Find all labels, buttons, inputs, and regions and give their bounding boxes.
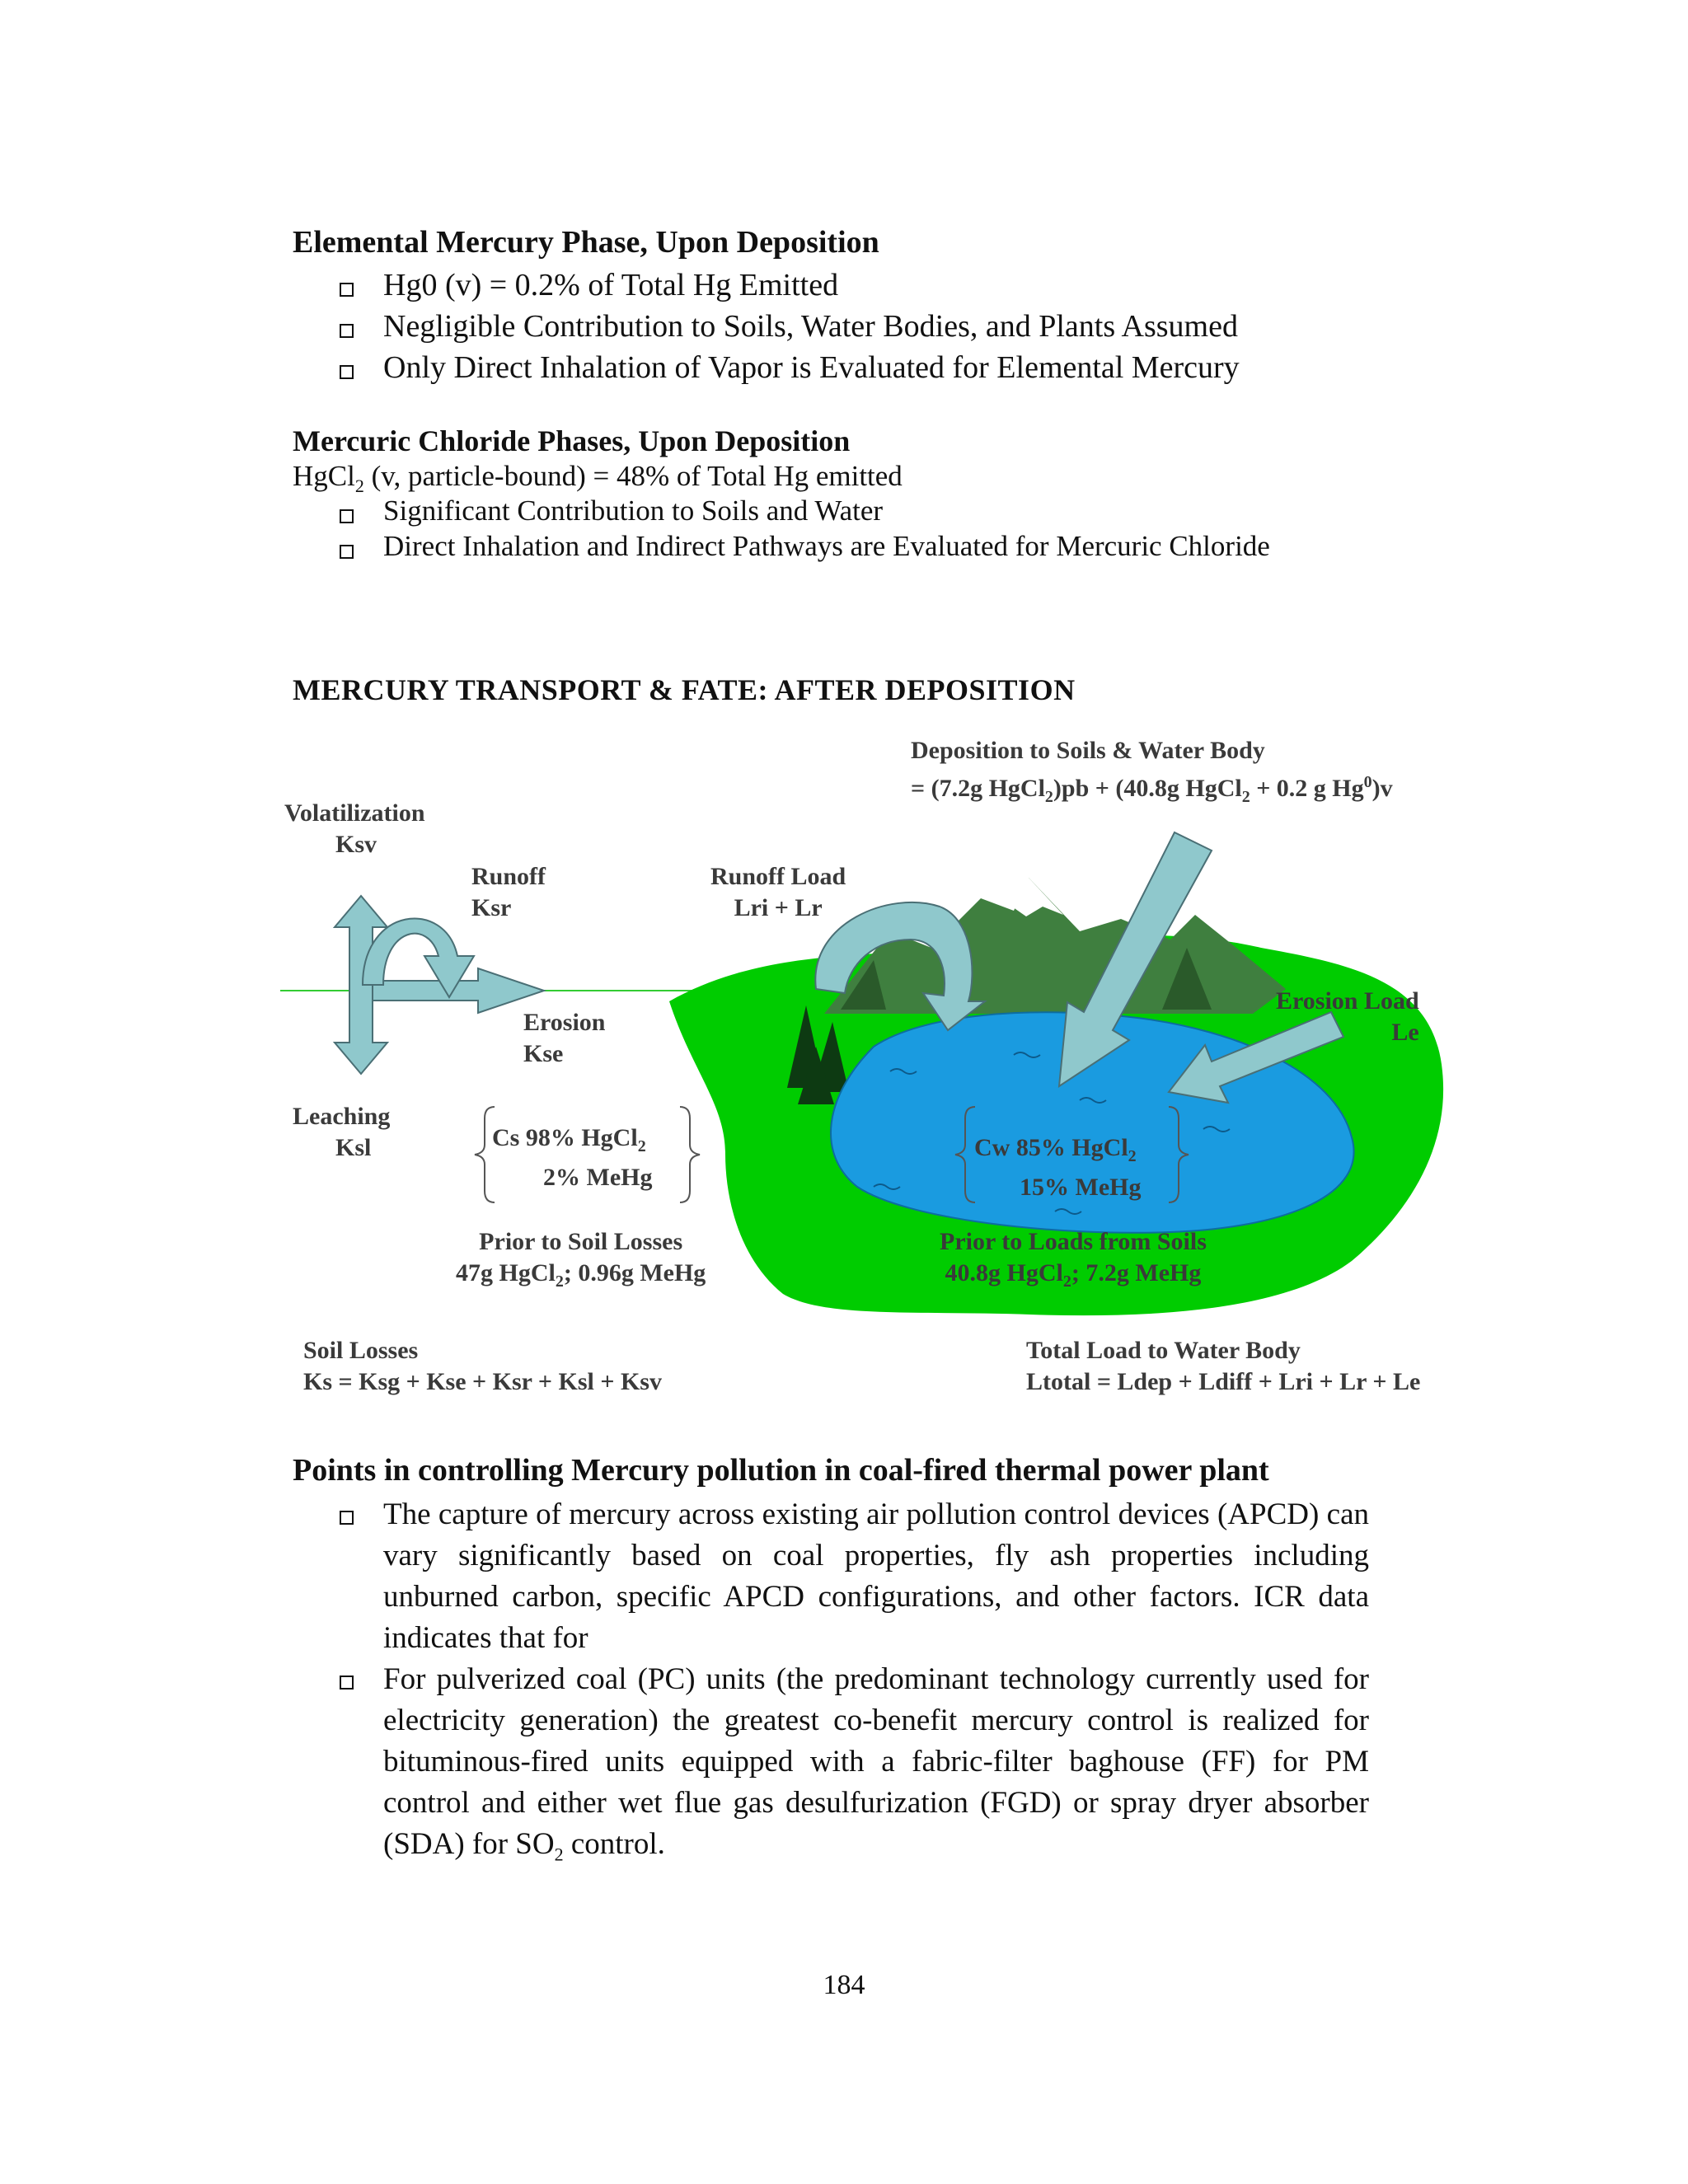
bullet-square-icon bbox=[340, 1675, 354, 1690]
section2-bullet-1: Significant Contribution to Soils and Water bbox=[383, 494, 884, 527]
section-mercuric-subtitle: HgCl$_2$ (v, particle-bound) = 48% of Total Hg emitted bbox=[293, 460, 903, 496]
points-section-title: Points in controlling Mercury pollution in coal-fired thermal power plant bbox=[293, 1453, 1269, 1488]
erosion-load-label: Erosion Load Le bbox=[1276, 987, 1419, 1046]
soil-losses-label: Soil Losses Ks = Ksg + Kse + Ksr + Ksl + Ksv bbox=[303, 1337, 662, 1395]
prior-loads-label: Prior to Loads from Soils 40.8g HgCl$_2$; 7.2g MeHg bbox=[940, 1228, 1207, 1291]
mountain-range bbox=[824, 878, 1286, 1014]
total-load-label: Total Load to Water Body Ltotal = Ldep + Ldiff + Lri + Lr + Le bbox=[1026, 1337, 1421, 1395]
section1-bullet-3: Only Direct Inhalation of Vapor is Evaluated for Elemental Mercury bbox=[383, 350, 1240, 385]
section2-bullet-2: Direct Inhalation and Indirect Pathways are Evaluated for Mercuric Chloride bbox=[383, 530, 1270, 562]
section1-bullet-1: Hg0 (v) = 0.2% of Total Hg Emitted bbox=[383, 268, 839, 302]
bullet-square-icon bbox=[340, 1511, 354, 1525]
page-number: 184 bbox=[823, 1970, 865, 2000]
deposition-label: Deposition to Soils & Water Body = (7.2g HgCl$_2$)pb + (40.8g HgCl$_2$ + 0.2 g Hg$^0$)v bbox=[911, 737, 1393, 806]
leaching-label: Leaching Ksl bbox=[293, 1103, 391, 1161]
cs-concentration-label: Cs 98% HgCl$_2$ 2% MeHg bbox=[492, 1124, 653, 1191]
points-paragraph-2: For pulverized coal (PC) units (the predominant technology currently used for electricity generation) the greatest co-benefit mercury control is realized for bituminous-fired units equipped with a fabric-filter baghouse (FF) for PM control and either wet flue gas desulfurization (FGD) or spray dryer absorber (SDA) for $SO_2$ control. bbox=[383, 1662, 1369, 1865]
section1-bullet-2: Negligible Contribution to Soils, Water Bodies, and Plants Assumed bbox=[383, 309, 1238, 344]
prior-soil-losses-label: Prior to Soil Losses 47g HgCl$_2$; 0.96g MeHg bbox=[456, 1228, 706, 1291]
diagram-title: MERCURY TRANSPORT & FATE: AFTER DEPOSITION bbox=[293, 673, 1076, 706]
right-brace bbox=[680, 1107, 700, 1202]
volatilization-label: Volatilization Ksv bbox=[284, 799, 425, 858]
erosion-label: Erosion Kse bbox=[523, 1009, 606, 1067]
runoff-load-label: Runoff Load Lri + Lr bbox=[710, 863, 846, 921]
section-mercuric-title: Mercuric Chloride Phases, Upon Deposition bbox=[293, 424, 851, 457]
cw-concentration-label: Cw 85% HgCl$_2$ 15% MeHg bbox=[974, 1134, 1142, 1201]
runoff-label: Runoff Ksr bbox=[471, 863, 546, 921]
points-paragraph-1: The capture of mercury across existing air pollution control devices (APCD) can vary significantly based on coal properties, fly ash properties including unburned carbon, specific APCD configurations, and other factors. ICR data indicates that for bbox=[383, 1497, 1369, 1655]
section-elemental-title: Elemental Mercury Phase, Upon Deposition bbox=[293, 225, 879, 260]
